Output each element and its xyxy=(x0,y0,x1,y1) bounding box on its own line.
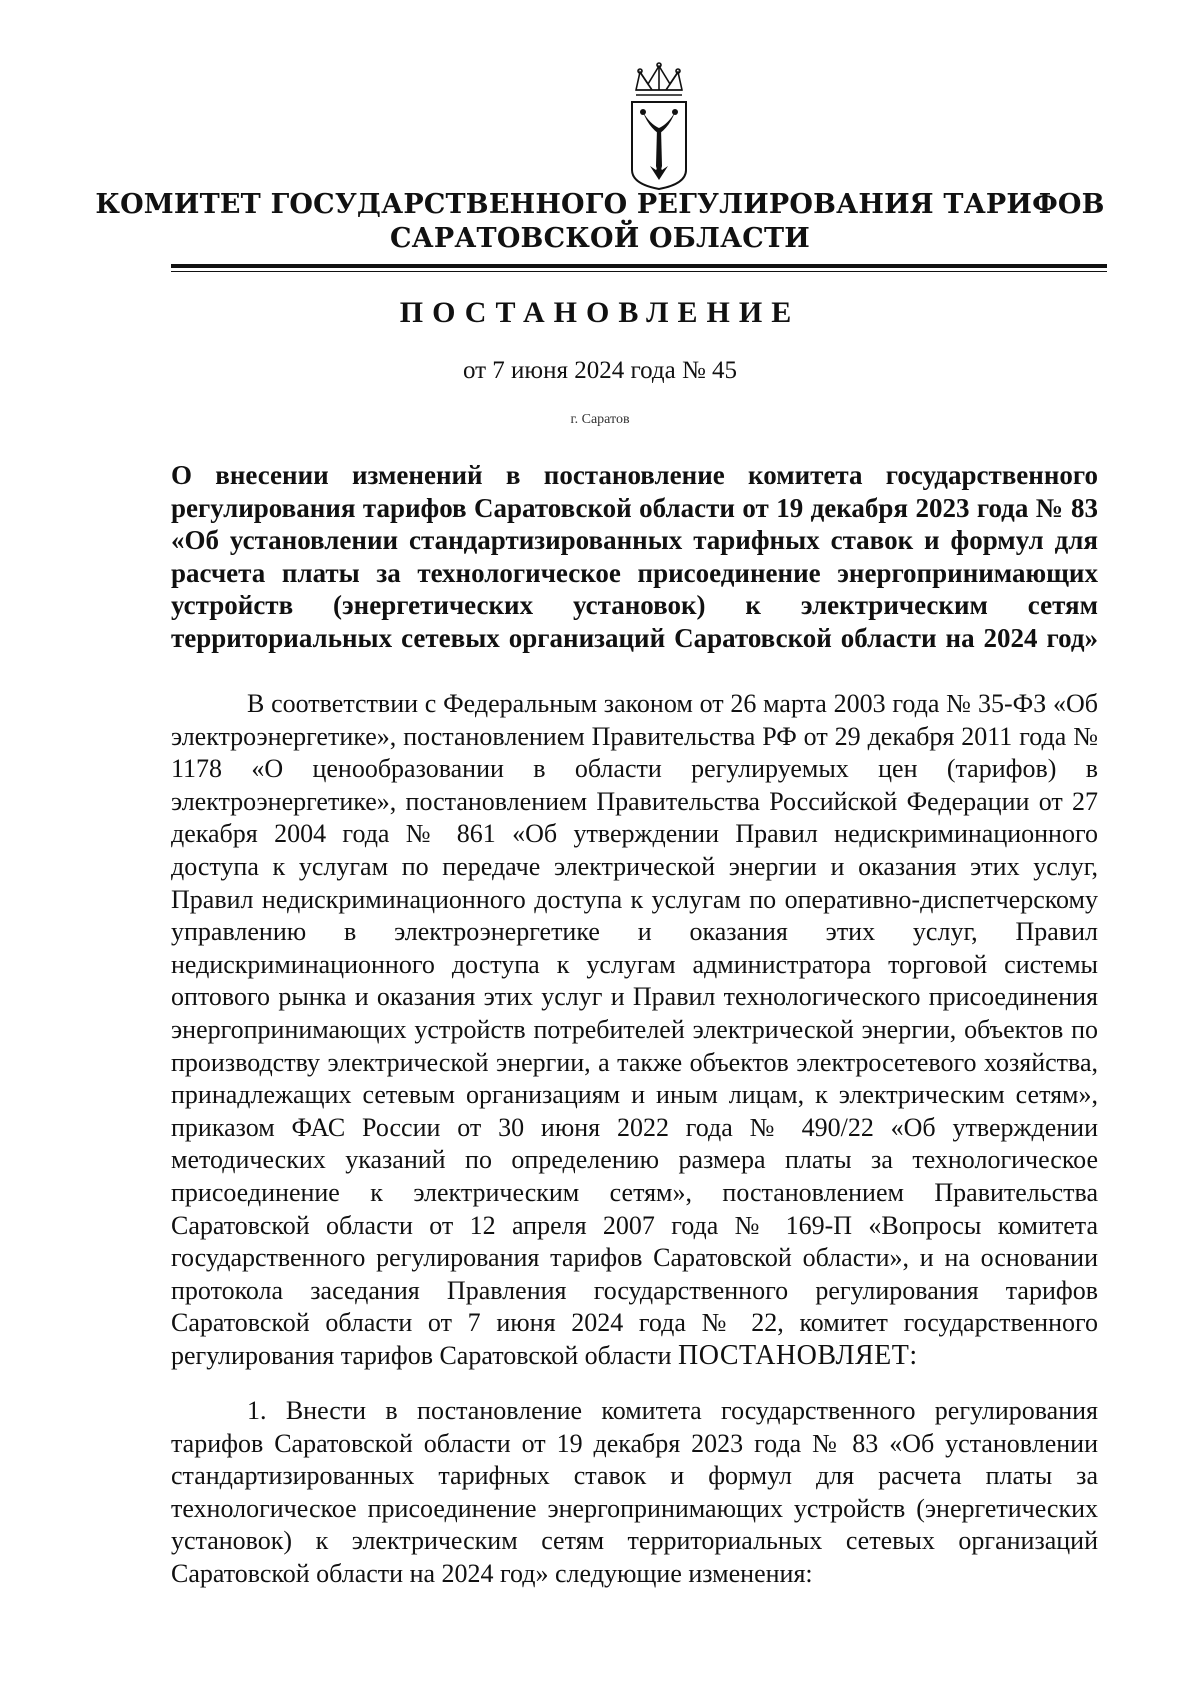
document-date-number: от 7 июня 2024 года № 45 xyxy=(462,357,738,384)
preamble-text: В соответствии с Федеральным законом от 26 марта 2003 года № 35-ФЗ «Об электроэнергетике», постановлением Правительства РФ от 29 декабря 2011 года № 1178 «О ценообразовании в области регулируемых цен (тарифов) в электроэнергетике», постановлением Правительства Российской Федерации от 27 декабря 2004 года № 861 «Об утверждении Правил недискриминационного доступа к услугам по передаче электрической энергии и оказания этих услуг, Правил недискриминационного доступа к услугам по оперативно-диспетчерскому управлению в электроэнергетике и оказания этих услуг, Правил недискриминационного доступа к услугам администратора торговой системы оптового рынка и оказания этих услуг и Правил технологического присоединения энергопринимающих устройств потребителей электрической энергии, объектов по производству электрической энергии, а также объектов электросетевого хозяйства, принадлежащих сетевым организациям и иным лицам, к электрическим сетям», приказом ФАС России от 30 июня 2022 года № 490/22 «Об утверждении методических указаний по определению размера платы за технологическое присоединение к электрическим сетям», постановлением Правительства Саратовской области от 12 апреля 2007 года № 169-П «Вопросы комитета государственного регулирования тарифов Саратовской области», и на основании протокола заседания Правления государственного регулирования тарифов Саратовской области от 7 июня 2024 года № 22, комитет государственного регулирования тарифов Саратовской области xyxy=(171,689,1098,1370)
committee-name-line2: САРАТОВСКОЙ ОБЛАСТИ xyxy=(389,223,811,254)
preamble-paragraph xyxy=(171,688,1098,1372)
item-1-paragraph: 1. Внести в постановление комитета государственного регулирования тарифов Саратовской области от 19 декабря 2023 года № 83 «Об установлении стандартизированных тарифных ставок и формул для расчета платы за технологическое присоединение энергопринимающих устройств (энергетических установок) к электрическим сетям территориальных сетевых организаций Саратовской области на 2024 год» следующие изменения: xyxy=(171,1396,1098,1588)
committee-name-line1: КОМИТЕТ ГОСУДАРСТВЕННОГО РЕГУЛИРОВАНИЯ ТАРИФОВ xyxy=(95,189,1105,220)
document-type-title: ПОСТАНОВЛЕНИЕ xyxy=(399,296,801,329)
saratov-coat-of-arms-icon xyxy=(628,62,690,192)
header-divider-thin xyxy=(171,271,1107,272)
header-divider-thick xyxy=(171,264,1107,268)
document-subject: О внесении изменений в постановление комитета государственного регулирования тарифов Саратовской области от 19 декабря 2023 года № 83 «Об установлении стандартизированных тарифных ставок и формул для расчета платы за технологическое присоединение энергопринимающих устройств (энергетических установок) к электрическим сетям территориальных сетевых организаций Саратовской области на 2024 год» xyxy=(171,460,1098,653)
document-city: г. Саратов xyxy=(570,412,630,427)
decision-word: ПОСТАНОВЛЯЕТ: xyxy=(678,1339,918,1371)
